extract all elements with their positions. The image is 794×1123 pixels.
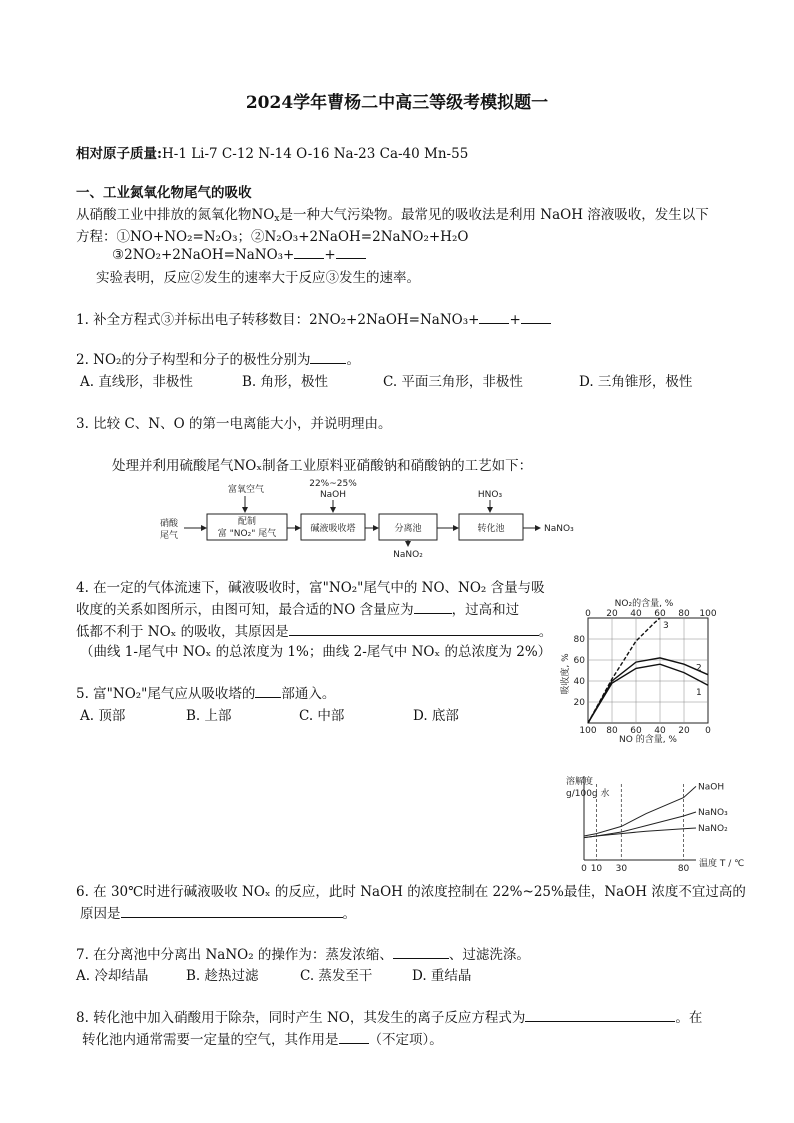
chart1-bottom-tick: 80	[606, 726, 618, 736]
atomic-mass-values: H-1 Li-7 C-12 N-14 O-16 Na-23 Ca-40 Mn-55	[161, 146, 469, 162]
chart1-y-tick: 60	[573, 656, 585, 666]
chart2-x-tick: 30	[615, 864, 628, 874]
equation-line-1: 方程：①NO+NO₂=N₂O₃；②N₂O₃+2NaOH=2NaNO₂+H₂O	[76, 229, 469, 245]
chart2-ylabel-line1: 溶解度	[566, 777, 594, 787]
intro-text-b: 是一种大气污染物。最常见的吸收法是利用 NaOH 溶液吸收，发生以下	[279, 207, 709, 223]
intro-text-a: 从硝酸工业中排放的氮氧化物NO	[76, 207, 275, 223]
chart2-series-label: NaNO₃	[698, 808, 728, 818]
chart1-bottom-tick: 100	[579, 726, 597, 736]
section1-intro	[76, 203, 709, 224]
eq3-text: ③2NO₂+2NaOH=NaNO₃+	[112, 247, 295, 263]
chart2-series-label: NaNO₂	[698, 824, 728, 834]
q6-line2-end: 。	[342, 906, 356, 922]
chart2-x-tick: 0	[581, 864, 587, 874]
q7-blank[interactable]	[393, 946, 449, 959]
eq3-blank-2[interactable]	[336, 246, 366, 259]
flow-naoh-line1: 22%~25%	[309, 479, 357, 489]
flow-air-label: 富氧空气	[228, 485, 265, 495]
q8-line2-end: （不定项）。	[368, 1032, 443, 1048]
q6-line-1: 6. 在 30℃时进行碱液吸收 NOₓ 的反应，此时 NaOH 的浓度控制在 22%~25%最佳，NaOH 浓度不宜过高的	[76, 884, 746, 900]
chart2-series-label: NaOH	[698, 782, 725, 793]
q1-blank-1[interactable]	[479, 311, 509, 324]
atomic-mass-row	[76, 142, 468, 162]
q1-blank-2[interactable]	[521, 311, 551, 324]
q8-blank-1[interactable]	[525, 1009, 675, 1022]
chart1-series-3	[588, 618, 660, 723]
q5-option-d[interactable]: D. 底部	[413, 708, 459, 724]
q6-line2-text: 原因是	[80, 906, 121, 922]
flow-box3-label: 分离池	[394, 524, 422, 534]
eq3-plus: +	[324, 247, 336, 263]
q5-text-end: 部通入。	[281, 686, 336, 702]
q1-text: 1. 补全方程式③并标出电子转移数目：2NO₂+2NaOH=NaNO₃+	[76, 312, 480, 328]
q6-blank[interactable]	[121, 905, 343, 918]
q4-line2-b: ，过高和过	[451, 602, 520, 618]
q5-option-b[interactable]: B. 上部	[186, 708, 232, 724]
process-flow-diagram	[150, 478, 590, 558]
flow-box1-line2: 富 "NO₂" 尾气	[217, 529, 277, 539]
chart1-bottom-tick: 60	[630, 726, 642, 736]
chart1-y-tick: 40	[573, 677, 585, 687]
chart2-x-tick: 80	[677, 864, 690, 874]
chart1-top-tick: 100	[699, 609, 717, 619]
q4-blank-2[interactable]	[289, 623, 539, 636]
q1-plus: +	[509, 312, 521, 328]
flow-box1-line1: 配制	[237, 517, 257, 527]
q5-text: 5. 富"NO₂"尾气应从吸收塔的	[76, 686, 256, 702]
q4-line3-b: 。	[538, 624, 553, 640]
question-1	[76, 308, 551, 328]
process-intro: 处理并利用硫酸尾气NOₓ制备工业原料亚硝酸钠和硝酸钠的工艺如下：	[112, 458, 533, 474]
chart2-series	[584, 812, 696, 838]
q4-line-3	[76, 620, 552, 640]
q8-blank-2[interactable]	[339, 1031, 369, 1044]
q2-options	[80, 370, 740, 388]
chart1-top-tick: 20	[606, 609, 618, 619]
chart2-x-tick: 10	[590, 864, 603, 874]
q2-blank[interactable]	[310, 351, 346, 364]
chart1-bottom-tick: 0	[705, 726, 711, 736]
q5-blank[interactable]	[255, 685, 281, 698]
q7-option-d[interactable]: D. 重结晶	[412, 968, 472, 984]
chart2-xlabel: 温度 T / ℃	[699, 859, 745, 869]
flow-box2-label: 碱液吸收塔	[310, 524, 356, 534]
question-2	[76, 348, 360, 368]
question-7	[76, 943, 530, 963]
q2-option-b[interactable]: B. 角形，极性	[242, 374, 329, 390]
chart1-top-tick: 60	[654, 609, 666, 619]
atomic-mass-label: 相对原子质量:	[76, 146, 162, 162]
q4-line3-a: 低都不利于 NOₓ 的吸收，其原因是	[76, 624, 289, 640]
q4-line-1: 4. 在一定的气体流速下，碱液吸收时，富"NO₂"尾气中的 NO、NO₂ 含量与吸	[76, 580, 545, 596]
chart1-y-tick: 80	[573, 635, 585, 645]
q4-note: （曲线 1-尾气中 NOₓ 的总浓度为 1%；曲线 2-尾气中 NOₓ 的总浓度为 2%）	[80, 644, 552, 660]
chart2-ylabel-line2: g/100g 水	[566, 789, 610, 799]
question-5	[76, 682, 335, 702]
intro-sub: x	[274, 214, 280, 224]
q5-option-a[interactable]: A. 顶部	[80, 708, 126, 724]
q7-option-b[interactable]: B. 趁热过滤	[186, 968, 259, 984]
solubility-chart	[566, 770, 745, 874]
flow-input-label-2: 尾气	[160, 531, 179, 541]
q7-option-c[interactable]: C. 蒸发至干	[300, 968, 373, 984]
q8-line1-end: 。在	[675, 1010, 703, 1026]
q7-options	[76, 964, 496, 982]
q2-end: 。	[346, 352, 360, 368]
chart1-bottom-tick: 40	[654, 726, 666, 736]
flow-out-nano3: NaNO₃	[544, 524, 574, 534]
section1-heading: 一、工业氮氧化物尾气的吸收	[76, 185, 252, 201]
chart1-series-label: 2	[696, 663, 702, 674]
chart1-top-axis-label: NO₂的含量, %	[614, 599, 674, 609]
question-3: 3. 比较 C、N、O 的第一电离能大小，并说明理由。	[76, 416, 392, 432]
chart1-top-tick: 40	[630, 609, 642, 619]
q6-line-2	[80, 902, 356, 922]
chart1-series-label: 1	[696, 688, 702, 699]
q8-line2-text: 转化池内通常需要一定量的空气，其作用是	[82, 1032, 339, 1048]
q4-line-2	[76, 598, 519, 618]
chart1-y-tick: 20	[573, 698, 585, 708]
chart1-series-label: 3	[663, 621, 669, 631]
flow-out-nano2: NaNO₂	[393, 550, 423, 560]
chart1-top-tick: 0	[585, 609, 591, 619]
chart1-top-tick: 80	[678, 609, 690, 619]
equation-line-2	[112, 246, 366, 263]
q8-line-1	[76, 1006, 702, 1026]
q8-line-2	[82, 1028, 443, 1048]
q7-text-end: 、过滤洗涤。	[448, 947, 530, 963]
chart1-ylabel: 吸收度, %	[561, 653, 571, 695]
q2-option-a[interactable]: A. 直线形，非极性	[80, 374, 193, 390]
q5-options	[80, 704, 500, 722]
q4-line2-a: 收度的关系如图所示，由图可知，最合适的NO 含量应为	[76, 602, 414, 618]
chart1-frame	[588, 618, 708, 723]
page-title: 2024学年曹杨二中高三等级考模拟题一	[245, 93, 549, 113]
q2-option-c[interactable]: C. 平面三角形，非极性	[383, 374, 523, 390]
eq3-blank-1[interactable]	[294, 246, 324, 259]
q5-option-c[interactable]: C. 中部	[299, 708, 345, 724]
q7-text: 7. 在分离池中分离出 NaNO₂ 的操作为：蒸发浓缩、	[76, 947, 393, 963]
q7-option-a[interactable]: A. 冷却结晶	[76, 968, 149, 984]
experiment-note: 实验表明，反应②发生的速率大于反应③发生的速率。	[96, 270, 420, 286]
absorption-chart	[558, 596, 730, 746]
q2-option-d[interactable]: D. 三角锥形，极性	[579, 374, 693, 390]
chart1-series-1	[588, 664, 708, 723]
chart1-xlabel: NO 的含量, %	[619, 735, 677, 745]
q8-line1-text: 8. 转化池中加入硝酸用于除杂，同时产生 NO，其发生的离子反应方程式为	[76, 1010, 526, 1026]
q4-blank-1[interactable]	[414, 601, 452, 614]
chart1-bottom-tick: 20	[678, 726, 690, 736]
flow-hno3-label: HNO₃	[477, 490, 503, 500]
flow-naoh-line2: NaOH	[319, 490, 347, 500]
flow-input-label-1: 硝酸	[160, 519, 179, 529]
flow-box4-label: 转化池	[477, 524, 505, 534]
q2-text: 2. NO₂的分子构型和分子的极性分别为	[76, 352, 311, 368]
